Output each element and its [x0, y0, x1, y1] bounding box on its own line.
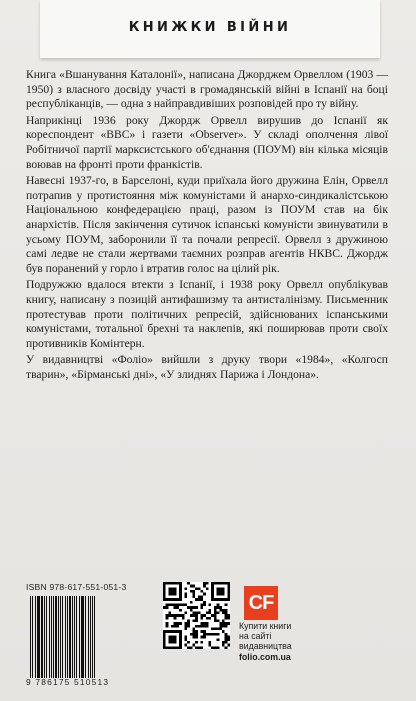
- blurb-paragraph: У видавництві «Фоліо» вийшли з друку твори «1984», «Колгосп тварин», «Бірманські дні», «У злиднях Парижа і Лондона».: [26, 353, 388, 381]
- promo-line: Купити книги: [239, 621, 292, 631]
- blurb-paragraph: Наприкінці 1936 року Джордж Орвелл вирушив до Іспанії як кореспондент «BBC» і газети «Observer». У складі ополчення лівої Робітничої партії марксистського об'єднання (ПОУМ) він кілька місяців воював на фронті проти франкістів.: [26, 113, 388, 171]
- blurb-text: [26, 68, 388, 384]
- promo-line: видавництва: [239, 641, 292, 652]
- barcode: [30, 596, 150, 678]
- qr-code[interactable]: [163, 582, 230, 649]
- publisher-logo: CF: [244, 586, 278, 620]
- barcode-bar: [95, 596, 97, 678]
- barcode-digits: 9 786175 510513: [26, 677, 110, 687]
- publisher-promo: [239, 621, 329, 662]
- blurb-paragraph: Книга «Вшанування Каталонії», написана Джорджем Орвеллом (1903 — 1950) з власного досвіду участі в громадянській війні в Іспанії на боці республіканців, — одна з найправдивіших розповідей про ту війну.: [26, 68, 388, 111]
- isbn-label: ISBN 978-617-551-051-3: [26, 582, 127, 592]
- isbn-barcode-block: [26, 582, 154, 690]
- series-title: КНИЖКИ ВІЙНИ: [128, 20, 292, 35]
- blurb-paragraph: Подружжю вдалося втекти з Іспанії, і 1938 року Орвелл опублікував книгу, написану з позицій антифашизму та антисталінізму. Письменник протестував проти політичних репресій, здійснюваних іспанськими комуністами, тотальної брехні та наклепів, які поширював проти своїх противників Комінтерн.: [26, 278, 388, 350]
- blurb-paragraph: Навесні 1937-го, в Барселоні, куди приїхала його дружина Елін, Орвелл потрапив у протистояння між комуністами й анархо-синдикалістською Національною конфедерацією праці, разом із ПОУМ став на бік анархістів. Після закінчення сутичок іспанські комуністи звинуватили в усьому ПОУМ, заборонили її та почали репресії. Орвелл з дружиною самі ледве не стали жертвами таємних розправ агентів НКВС. Джордж був поранений у горло і втратив голос на цілий рік.: [26, 174, 388, 275]
- promo-line: на сайті: [239, 631, 272, 642]
- publisher-site-link[interactable]: folio.com.ua: [239, 651, 291, 662]
